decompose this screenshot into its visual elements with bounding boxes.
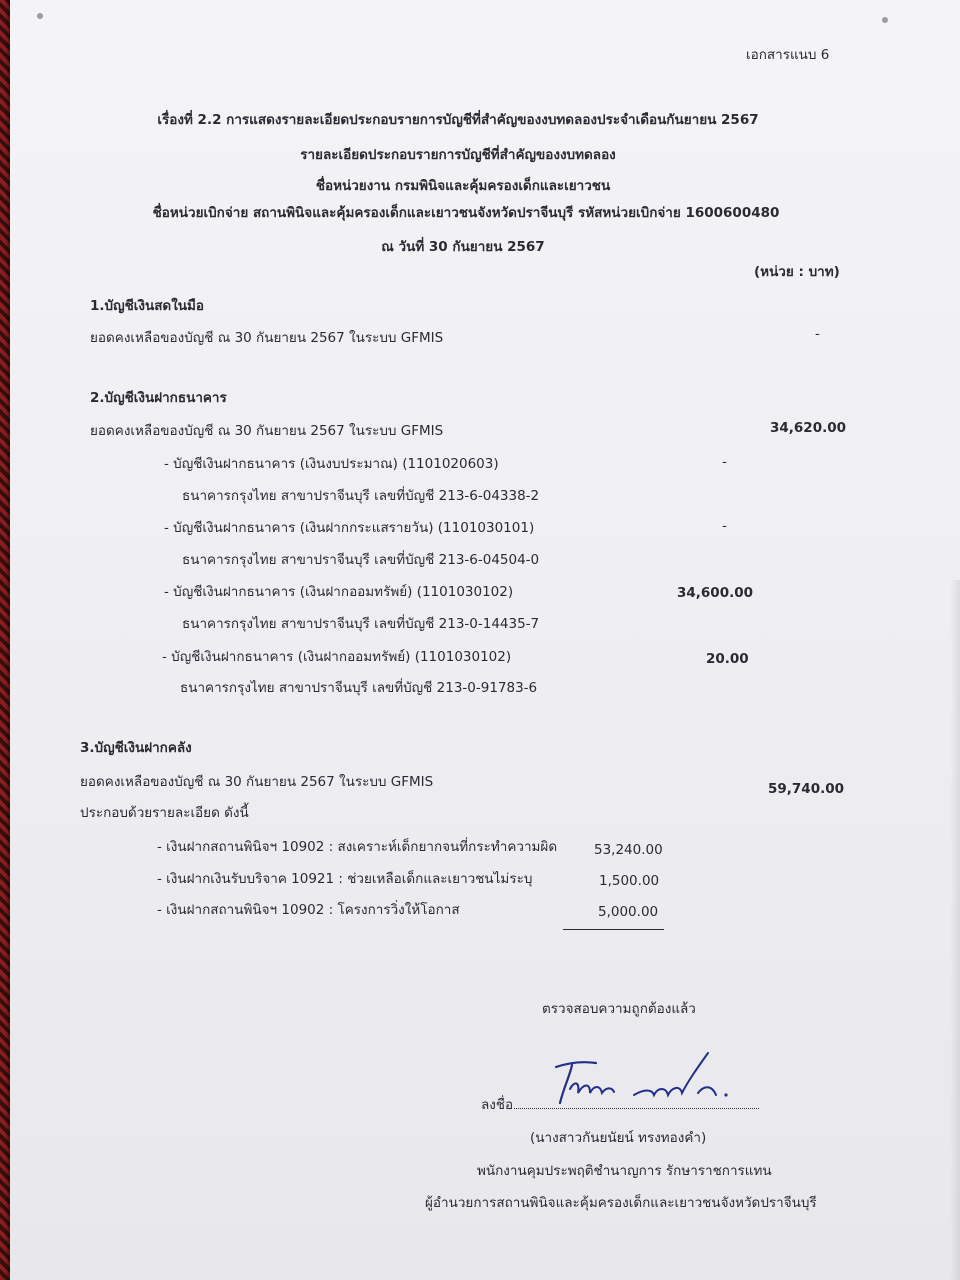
bank-account-detail: ธนาคารกรุงไทย สาขาปราจีนบุรี เลขที่บัญชี 213-6-04338-2 xyxy=(182,488,540,504)
punch-hole xyxy=(37,13,43,19)
bank-account-detail: ธนาคารกรุงไทย สาขาปราจีนบุรี เลขที่บัญชี 213-6-04504-0 xyxy=(182,552,540,568)
section3-title: 3.บัญชีเงินฝากคลัง xyxy=(80,740,192,756)
bank-account-value: - xyxy=(722,518,727,534)
attachment-label: เอกสารแนบ 6 xyxy=(746,47,830,63)
signer-position: พนักงานคุมประพฤติชำนาญการ รักษาราชการแทน xyxy=(477,1163,772,1179)
bank-account-label: - บัญชีเงินฝากธนาคาร (เงินฝากออมทรัพย์) (1101030102) xyxy=(162,649,512,665)
treasury-item-label: - เงินฝากสถานพินิจฯ 10902 : สงเคราะห์เด็กยากจนที่กระทำความผิด xyxy=(157,839,558,855)
unit-label: (หน่วย : บาท) xyxy=(754,264,840,280)
bank-account-label: - บัญชีเงินฝากธนาคาร (เงินฝากกระแสรายวัน) (1101030101) xyxy=(164,520,535,536)
section1-title: 1.บัญชีเงินสดในมือ xyxy=(90,298,205,314)
section2-title: 2.บัญชีเงินฝากธนาคาร xyxy=(90,390,227,406)
header-agency: ชื่อหน่วยงาน กรมพินิจและคุ้มครองเด็กและเยาวชน xyxy=(315,178,611,194)
treasury-item-label: - เงินฝากสถานพินิจฯ 10902 : โครงการวิ่งให้โอกาส xyxy=(157,902,460,918)
bank-account-detail: ธนาคารกรุงไทย สาขาปราจีนบุรี เลขที่บัญชี 213-0-14435-7 xyxy=(182,616,540,632)
section1-balance-label: ยอดคงเหลือของบัญชี ณ 30 กันยายน 2567 ในระบบ GFMIS xyxy=(90,330,444,346)
header-subtitle: รายละเอียดประกอบรายการบัญชีที่สำคัญของงบทดลอง xyxy=(300,147,616,163)
section2-balance-value: 34,620.00 xyxy=(770,420,847,436)
bank-account-value: 20.00 xyxy=(706,651,749,667)
total-underline xyxy=(563,929,664,930)
header-disbursing-unit: ชื่อหน่วยเบิกจ่าย สถานพินิจและคุ้มครองเด็กและเยาวชนจังหวัดปราจีนบุรี รหัสหน่วยเบิกจ่าย 1600600480 xyxy=(152,205,780,221)
signer-name: (นางสาวกันยนัยน์ ทรงทองคำ) xyxy=(530,1130,707,1146)
treasury-item-value: 53,240.00 xyxy=(594,842,663,858)
section1-balance-value: - xyxy=(815,326,820,342)
sign-label: ลงชื่อ xyxy=(481,1097,514,1113)
section3-detail-label: ประกอบด้วยรายละเอียด ดังนี้ xyxy=(80,805,249,821)
bank-account-detail: ธนาคารกรุงไทย สาขาปราจีนบุรี เลขที่บัญชี 213-0-91783-6 xyxy=(180,680,538,696)
bank-account-value: 34,600.00 xyxy=(677,585,754,601)
header-date: ณ วันที่ 30 กันยายน 2567 xyxy=(381,239,545,255)
bank-account-value: - xyxy=(722,454,727,470)
bank-account-label: - บัญชีเงินฝากธนาคาร (เงินฝากออมทรัพย์) (1101030102) xyxy=(164,584,514,600)
punch-hole xyxy=(882,17,888,23)
verified-label: ตรวจสอบความถูกต้องแล้ว xyxy=(542,1001,696,1017)
treasury-item-value: 1,500.00 xyxy=(599,873,660,889)
section2-balance-label: ยอดคงเหลือของบัญชี ณ 30 กันยายน 2567 ในระบบ GFMIS xyxy=(90,423,444,439)
treasury-item-value: 5,000.00 xyxy=(598,904,659,920)
section3-balance-value: 59,740.00 xyxy=(768,781,845,797)
bank-account-label: - บัญชีเงินฝากธนาคาร (เงินงบประมาณ) (1101020603) xyxy=(164,456,499,472)
signature xyxy=(548,1045,758,1115)
treasury-item-label: - เงินฝากเงินรับบริจาค 10921 : ช่วยเหลือเด็กและเยาวชนไม่ระบุ xyxy=(157,871,533,887)
section3-balance-label: ยอดคงเหลือของบัญชี ณ 30 กันยายน 2567 ในระบบ GFMIS xyxy=(80,774,434,790)
header-title: เรื่องที่ 2.2 การแสดงรายละเอียดประกอบรายการบัญชีที่สำคัญของงบทดลองประจำเดือนกันยายน 2567 xyxy=(157,112,759,128)
signer-position-acting: ผู้อำนวยการสถานพินิจและคุ้มครองเด็กและเยาวชนจังหวัดปราจีนบุรี xyxy=(425,1195,817,1211)
